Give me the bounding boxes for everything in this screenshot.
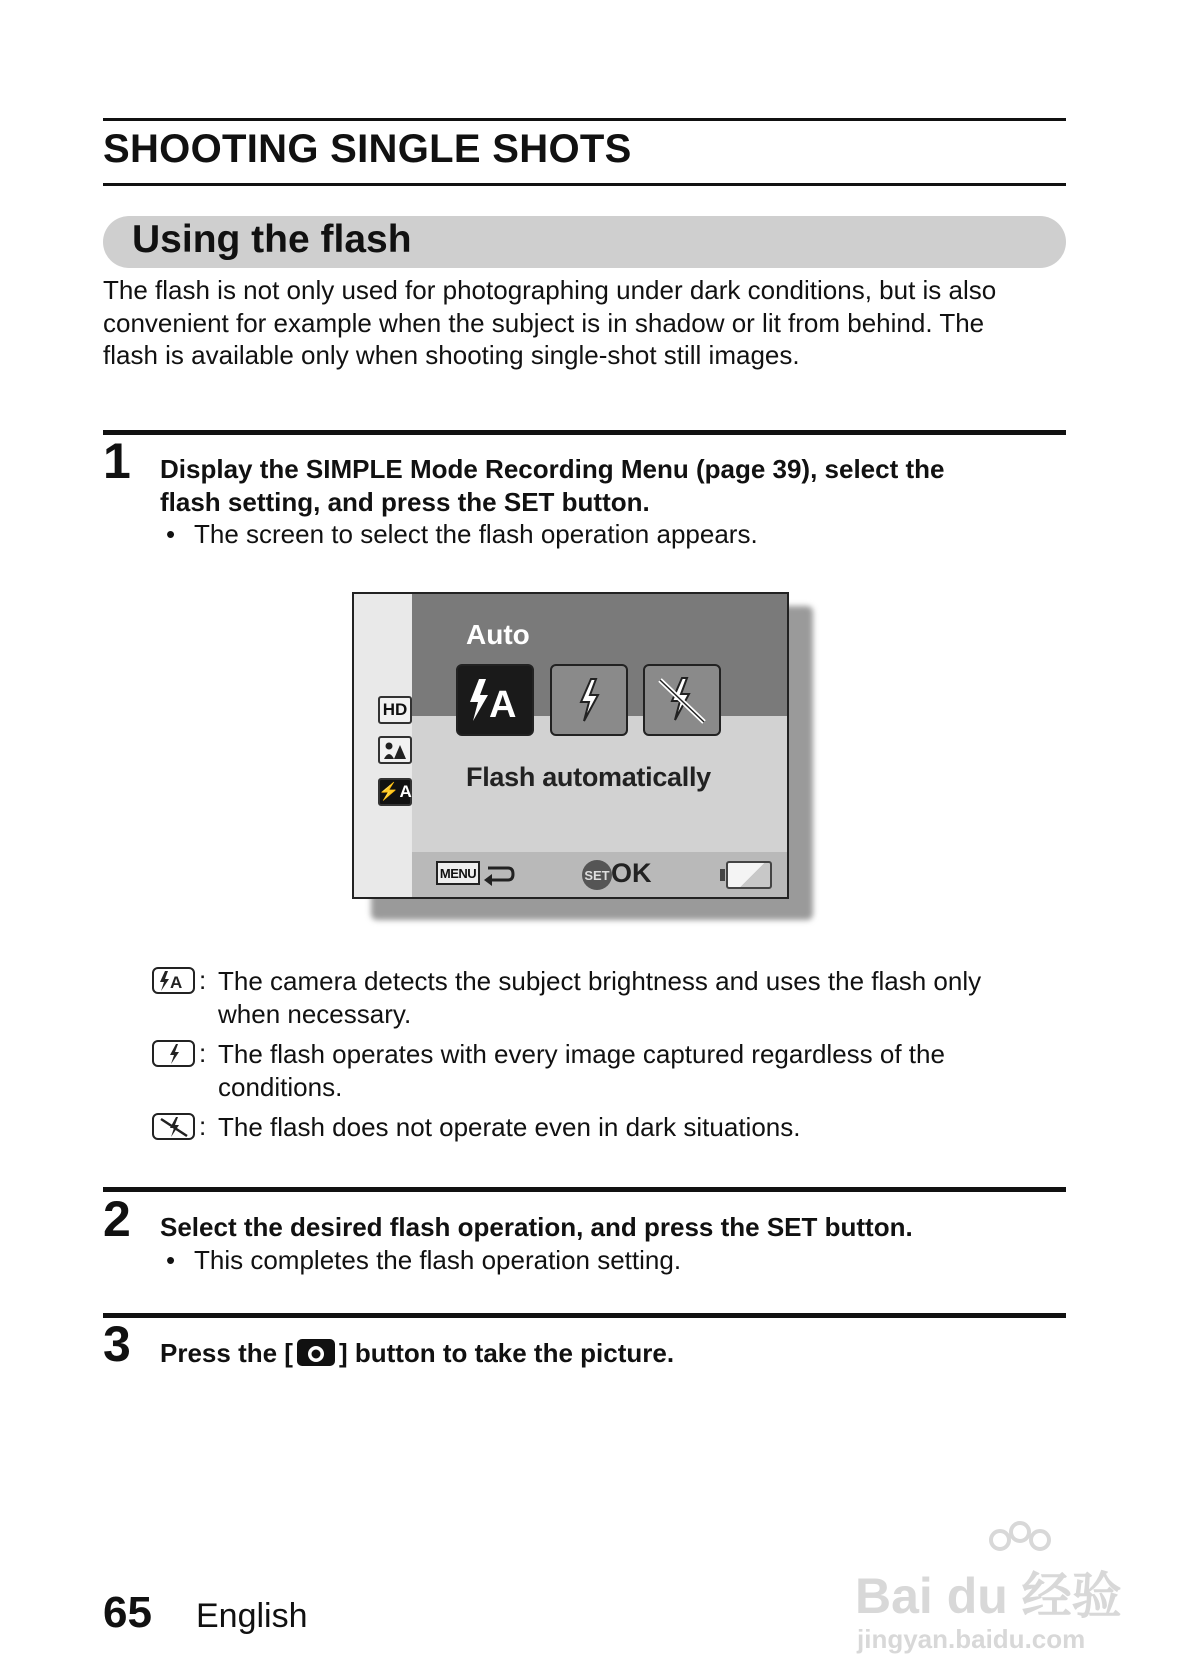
intro-line: convenient for example when the subject is in shadow or lit from behind. The xyxy=(103,307,985,338)
chapter-title: SHOOTING SINGLE SHOTS xyxy=(103,127,632,171)
step-3-number: 3 xyxy=(103,1316,131,1372)
step-2-bullet xyxy=(166,1245,681,1276)
legend-flash-off-text xyxy=(218,1111,1078,1144)
legend-line: The camera detects the subject brightness and uses the flash only xyxy=(218,966,982,996)
flash-off-button[interactable] xyxy=(643,664,721,736)
legend-line: when necessary. xyxy=(218,998,412,1029)
legend-colon: : xyxy=(199,1111,207,1141)
menu-button[interactable]: MENU xyxy=(436,861,480,885)
step-2-rule xyxy=(103,1187,1066,1192)
intro-paragraph xyxy=(103,274,1078,372)
camera-icon xyxy=(297,1339,335,1366)
legend-line: The flash does not operate even in dark situations. xyxy=(218,1112,801,1142)
legend-forced-flash-icon xyxy=(152,1040,195,1067)
camera-screen xyxy=(352,592,789,899)
step-1-title-line: flash setting, and press the SET button. xyxy=(160,486,650,517)
battery-icon xyxy=(726,861,772,889)
baidu-watermark xyxy=(855,1520,1135,1660)
step-3-rule xyxy=(103,1313,1066,1318)
legend-auto-flash-text xyxy=(218,965,1078,1030)
flash-description: Flash automatically xyxy=(466,762,711,792)
return-arrow-icon xyxy=(482,860,516,893)
legend-flash-off-icon xyxy=(152,1113,195,1140)
step-2-number: 2 xyxy=(103,1191,131,1247)
step-1-title-line: Display the SIMPLE Mode Recording Menu (page 39), select the xyxy=(160,454,945,484)
legend-colon: : xyxy=(199,1038,207,1068)
flash-forced-button[interactable] xyxy=(550,664,628,736)
intro-line: flash is available only when shooting single-shot still images. xyxy=(103,340,800,370)
ok-label: OK xyxy=(611,858,652,888)
step-1-number: 1 xyxy=(103,433,131,489)
side-flash-auto-icon: ⚡A xyxy=(378,778,412,806)
scene-portrait-icon xyxy=(378,736,412,764)
hd-icon: HD xyxy=(378,696,412,724)
legend-colon: : xyxy=(199,965,207,995)
flash-auto-icon xyxy=(463,675,527,725)
step-3-title xyxy=(160,1337,1060,1370)
set-button[interactable]: SET xyxy=(582,860,612,890)
step-1-bullet-text: The screen to select the flash operation appears. xyxy=(194,519,758,549)
battery-tip xyxy=(720,869,725,881)
flash-auto-button[interactable] xyxy=(456,664,534,736)
bullet-dot: • xyxy=(166,1245,176,1275)
flash-mode-label: Auto xyxy=(466,619,530,650)
legend-auto-flash-icon xyxy=(152,967,195,994)
chapter-top-rule xyxy=(103,118,1066,121)
legend-line: conditions. xyxy=(218,1071,343,1102)
step-1-rule xyxy=(103,430,1066,435)
flash-forced-icon xyxy=(574,676,604,724)
step-1-title xyxy=(160,453,1060,518)
step-3-title-end: ] button to take the picture. xyxy=(338,1338,675,1368)
page-number: 65 xyxy=(103,1588,152,1637)
step-3-title-start: Press the [ xyxy=(160,1338,293,1368)
step-2-title xyxy=(160,1211,1060,1244)
svg-text:A: A xyxy=(489,684,517,725)
step-2-title-line: Select the desired flash operation, and press the SET button. xyxy=(160,1212,913,1242)
section-title: Using the flash xyxy=(132,218,412,261)
legend-line: The flash operates with every image captured regardless of the xyxy=(218,1039,945,1069)
page-language: English xyxy=(196,1597,308,1635)
legend-forced-flash-text xyxy=(218,1038,1078,1103)
bullet-dot: • xyxy=(166,519,176,549)
intro-line: The flash is not only used for photographing under dark conditions, but is also xyxy=(103,275,997,305)
flash-off-icon xyxy=(652,673,712,727)
step-1-bullet xyxy=(166,519,758,550)
svg-text:A: A xyxy=(169,972,182,992)
chapter-bottom-rule xyxy=(103,183,1066,186)
step-2-bullet-text: This completes the flash operation setting. xyxy=(194,1245,682,1275)
watermark-brand: Bai du 经验 xyxy=(855,1568,1122,1624)
watermark-url: jingyan.baidu.com xyxy=(857,1624,1086,1654)
